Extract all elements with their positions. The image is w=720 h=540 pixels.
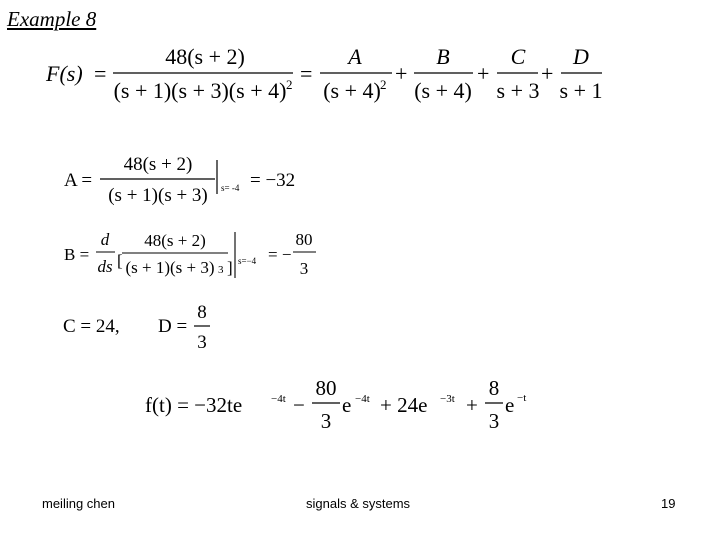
eq1-B-numerator: B: [436, 44, 450, 69]
equation-C-D: [63, 302, 210, 353]
eqf-frac1-denominator: 3: [320, 409, 332, 433]
equation-f-t: [145, 376, 526, 433]
eq1-equals: =: [94, 61, 107, 86]
eqf-exp-4: −t: [517, 392, 527, 404]
eq1-C-numerator: C: [510, 44, 526, 69]
page-number: 19: [661, 496, 676, 511]
eqf-minus: −: [293, 393, 305, 417]
equation-A: [64, 154, 295, 206]
eqB-den-exponent: 3: [218, 264, 224, 276]
eqB-result-numerator: 80: [295, 230, 313, 249]
eqf-lhs: f(t) = −32te: [145, 393, 243, 417]
footer-author: meiling chen: [42, 496, 115, 511]
eqf-frac2-denominator: 3: [488, 409, 500, 433]
eq1-A-den-exponent: 2: [380, 77, 387, 92]
eqf-e-4: e: [505, 393, 515, 417]
eq1-frac1-numerator: 48(s + 2): [165, 44, 245, 69]
eqA-denominator: (s + 1)(s + 3): [108, 185, 208, 206]
eqB-result-prefix: = −: [268, 245, 292, 264]
eq1-lhs: F(s): [46, 61, 83, 86]
equation-partial-fractions: [45, 44, 602, 103]
eqB-result-denominator: 3: [299, 259, 309, 278]
eq1-frac1-denominator: (s + 1)(s + 3)(s + 4): [113, 78, 287, 103]
eqB-d-denominator: ds: [97, 257, 113, 276]
eqB-denominator: (s + 1)(s + 3): [125, 258, 215, 277]
eq1-A-denominator: (s + 4): [323, 78, 381, 103]
eqCD-d-numerator: 8: [197, 302, 207, 323]
eqB-bracket-close: ]: [227, 258, 233, 277]
eq1-plus-1: +: [395, 61, 408, 86]
eqB-bracket-open: [: [117, 251, 123, 270]
eqB-numerator: 48(s + 2): [144, 231, 206, 250]
eqf-e-2: e: [342, 393, 352, 417]
eqA-numerator: 48(s + 2): [123, 154, 193, 175]
eq1-plus-2: +: [477, 61, 490, 86]
eqf-exp-1: −4t: [271, 393, 286, 405]
eq1-C-denominator: s + 3: [496, 78, 540, 103]
eq1-frac1-den-exponent: 2: [286, 77, 293, 92]
eqf-exp-2: −4t: [355, 393, 370, 405]
eq1-A-numerator: A: [348, 44, 362, 69]
slide-title: Example 8: [7, 7, 97, 31]
eqf-mid-term: + 24e: [380, 393, 428, 417]
eqf-exp-3: −3t: [440, 393, 455, 405]
eqCD-c-value: C = 24,: [63, 316, 120, 337]
eqA-result: = −32: [250, 170, 296, 191]
eqCD-d-lhs: D =: [158, 316, 188, 337]
eqB-lhs: B =: [64, 245, 90, 264]
eqf-plus: +: [466, 393, 478, 417]
eqf-frac1-numerator: 80: [315, 376, 337, 400]
footer-course: signals & systems: [306, 496, 411, 511]
eq1-equals-2: =: [300, 61, 313, 86]
eqB-d-numerator: d: [100, 230, 110, 249]
eq1-D-denominator: s + 1: [559, 78, 603, 103]
eq1-D-numerator: D: [573, 44, 589, 69]
eqB-eval-subscript: s=−4: [238, 256, 257, 266]
equation-B: [64, 230, 316, 278]
eq1-B-denominator: (s + 4): [414, 78, 472, 103]
eq1-plus-3: +: [541, 61, 554, 86]
eqf-frac2-numerator: 8: [488, 376, 500, 400]
eqCD-d-denominator: 3: [197, 332, 207, 353]
eqA-lhs: A =: [64, 170, 93, 191]
eqA-eval-subscript: s= -4: [221, 183, 240, 193]
